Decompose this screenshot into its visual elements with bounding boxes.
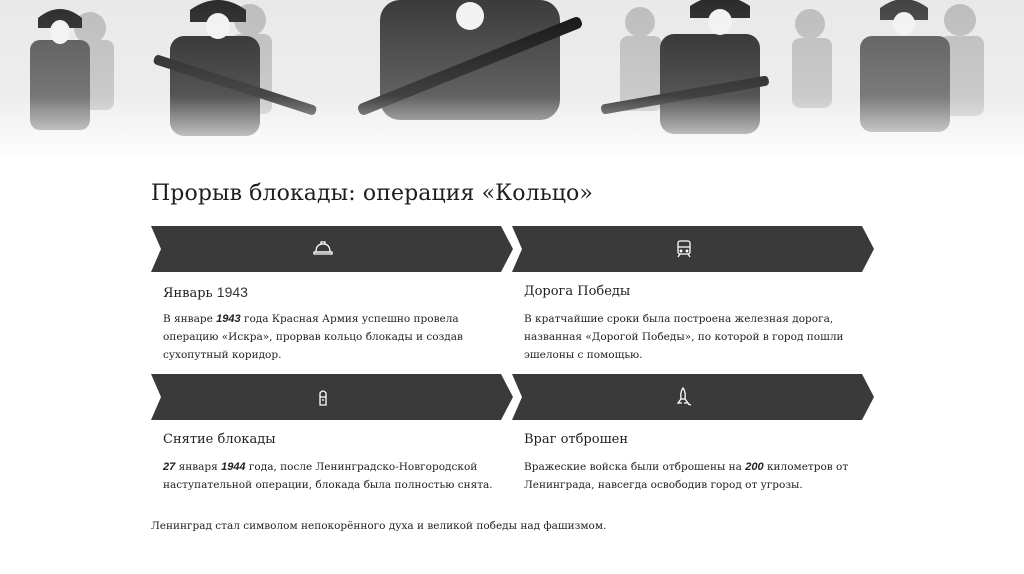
- card-text-highlight: 1943: [216, 313, 241, 325]
- card-text-highlight: 1944: [221, 461, 246, 473]
- card-text-part: года Красная Армия успешно провела операцию «Искра», прорвав кольцо блокады и создав сухопутный коридор.: [163, 313, 463, 361]
- card-text-highlight: 27: [163, 461, 176, 473]
- card-arrow-banner: [512, 374, 874, 420]
- card-heading-year: 1943: [216, 284, 248, 300]
- card-heading-text: Враг отброшен: [524, 432, 629, 447]
- card-heading: [524, 432, 628, 447]
- card-text-part: В январе: [163, 313, 217, 325]
- card-text-part: Вражеские войска были отброшены на: [524, 461, 746, 473]
- banner-illustration: [0, 0, 1024, 160]
- card-arrow-banner: [512, 226, 874, 272]
- card-road-of-victory: [512, 226, 874, 366]
- footer-note: Ленинград стал символом непокорённого духа и великой победы над фашизмом.: [151, 520, 607, 532]
- card-heading-text: Январь: [163, 286, 213, 301]
- card-text-part: января: [175, 461, 222, 473]
- card-text: [163, 310, 508, 364]
- helmet-icon: [311, 237, 335, 261]
- card-january-1943: [151, 226, 513, 361]
- card-heading-text: Снятие блокады: [163, 432, 276, 447]
- card-text-part: километров от Ленинграда, навсегда освободив город от угрозы.: [524, 461, 849, 491]
- card-arrow-banner: [151, 374, 513, 420]
- card-enemy-pushed-back: [512, 374, 874, 504]
- train-icon: [672, 237, 696, 261]
- page-title: Прорыв блокады: операция «Кольцо»: [151, 181, 593, 206]
- card-heading: [163, 284, 248, 301]
- card-arrow-banner: [151, 226, 513, 272]
- card-heading: [163, 432, 276, 447]
- card-text: [163, 458, 508, 494]
- card-heading-text: Дорога Победы: [524, 284, 631, 299]
- card-text-part: В кратчайшие сроки была построена железная дорога, названная «Дорогой Победы», по которой в город пошли эшелоны с помощью.: [524, 313, 844, 361]
- card-text: [524, 458, 869, 494]
- shell-icon: [311, 385, 335, 409]
- card-heading: [524, 284, 630, 299]
- rocket-icon: [672, 385, 696, 409]
- card-text: [524, 310, 869, 364]
- card-text-part: года, после Ленинградско-Новгородской наступательной операции, блокада была полностью снята.: [163, 461, 493, 491]
- card-lifting-blockade: [151, 374, 513, 504]
- card-text-highlight: 200: [745, 461, 764, 473]
